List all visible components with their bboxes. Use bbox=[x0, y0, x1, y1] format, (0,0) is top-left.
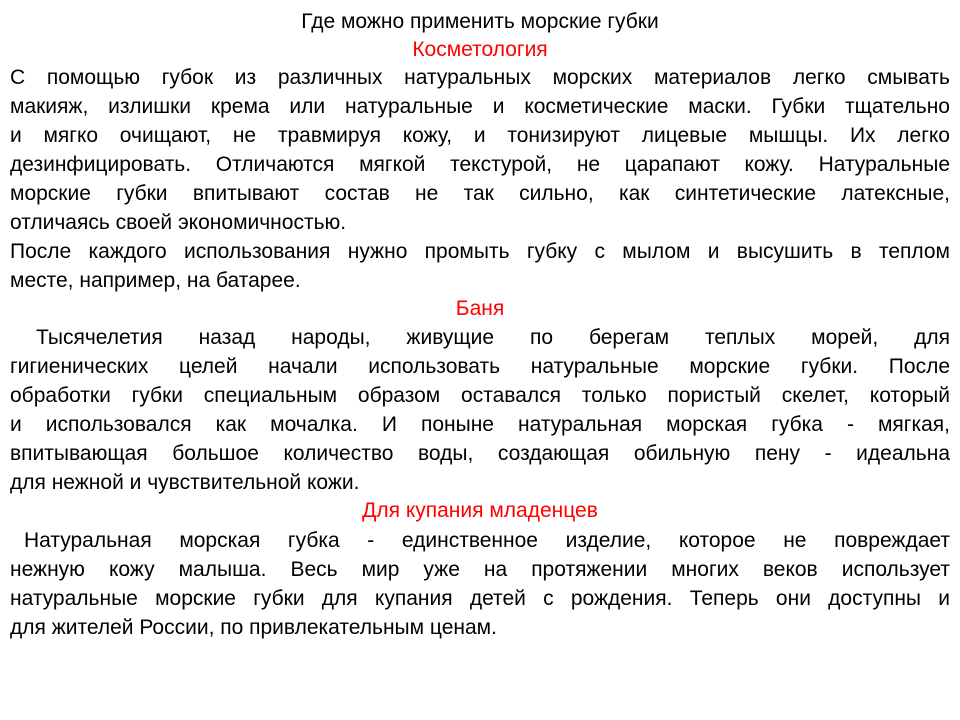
section-heading-infants: Для купания младенцев bbox=[362, 499, 598, 522]
text-line: месте, например, на батарее. bbox=[10, 269, 301, 292]
text-line: морские губки впитывают состав не так сильно, как синтетические латексные, bbox=[10, 182, 950, 205]
text-line: для нежной и чувствительной кожи. bbox=[10, 471, 360, 494]
text-line: для жителей России, по привлекательным ценам. bbox=[10, 616, 497, 639]
page-title: Где можно применить морские губки bbox=[301, 10, 659, 33]
text-line: обработки губки специальным образом оставался только пористый скелет, который bbox=[10, 384, 950, 407]
text-line: дезинфицировать. Отличаются мягкой текстурой, не царапают кожу. Натуральные bbox=[10, 153, 950, 176]
text-line: Тысячелетия назад народы, живущие по берегам теплых морей, для bbox=[36, 326, 950, 349]
text-line: и использовался как мочалка. И поныне натуральная морская губка - мягкая, bbox=[10, 413, 950, 436]
text-line: гигиенических целей начали использовать натуральные морские губки. После bbox=[10, 355, 950, 378]
text-line: отличаясь своей экономичностью. bbox=[10, 211, 347, 234]
text-line: натуральные морские губки для купания детей с рождения. Теперь они доступны и bbox=[10, 587, 950, 610]
text-line: впитывающая большое количество воды, создающая обильную пену - идеальна bbox=[10, 442, 950, 465]
text-line: и мягко очищают, не травмируя кожу, и тонизируют лицевые мышцы. Их легко bbox=[10, 124, 950, 147]
text-line: нежную кожу малыша. Весь мир уже на протяжении многих веков использует bbox=[10, 558, 950, 581]
text-line: С помощью губок из различных натуральных морских материалов легко смывать bbox=[10, 66, 950, 89]
section-heading-bath: Баня bbox=[455, 297, 505, 320]
text-line: Натуральная морская губка - единственное изделие, которое не повреждает bbox=[24, 529, 950, 552]
section-heading-cosmetology: Косметология bbox=[412, 38, 548, 61]
text-line: макияж, излишки крема или натуральные и косметические маски. Губки тщательно bbox=[10, 95, 950, 118]
text-line: После каждого использования нужно промыть губку с мылом и высушить в теплом bbox=[10, 240, 950, 263]
